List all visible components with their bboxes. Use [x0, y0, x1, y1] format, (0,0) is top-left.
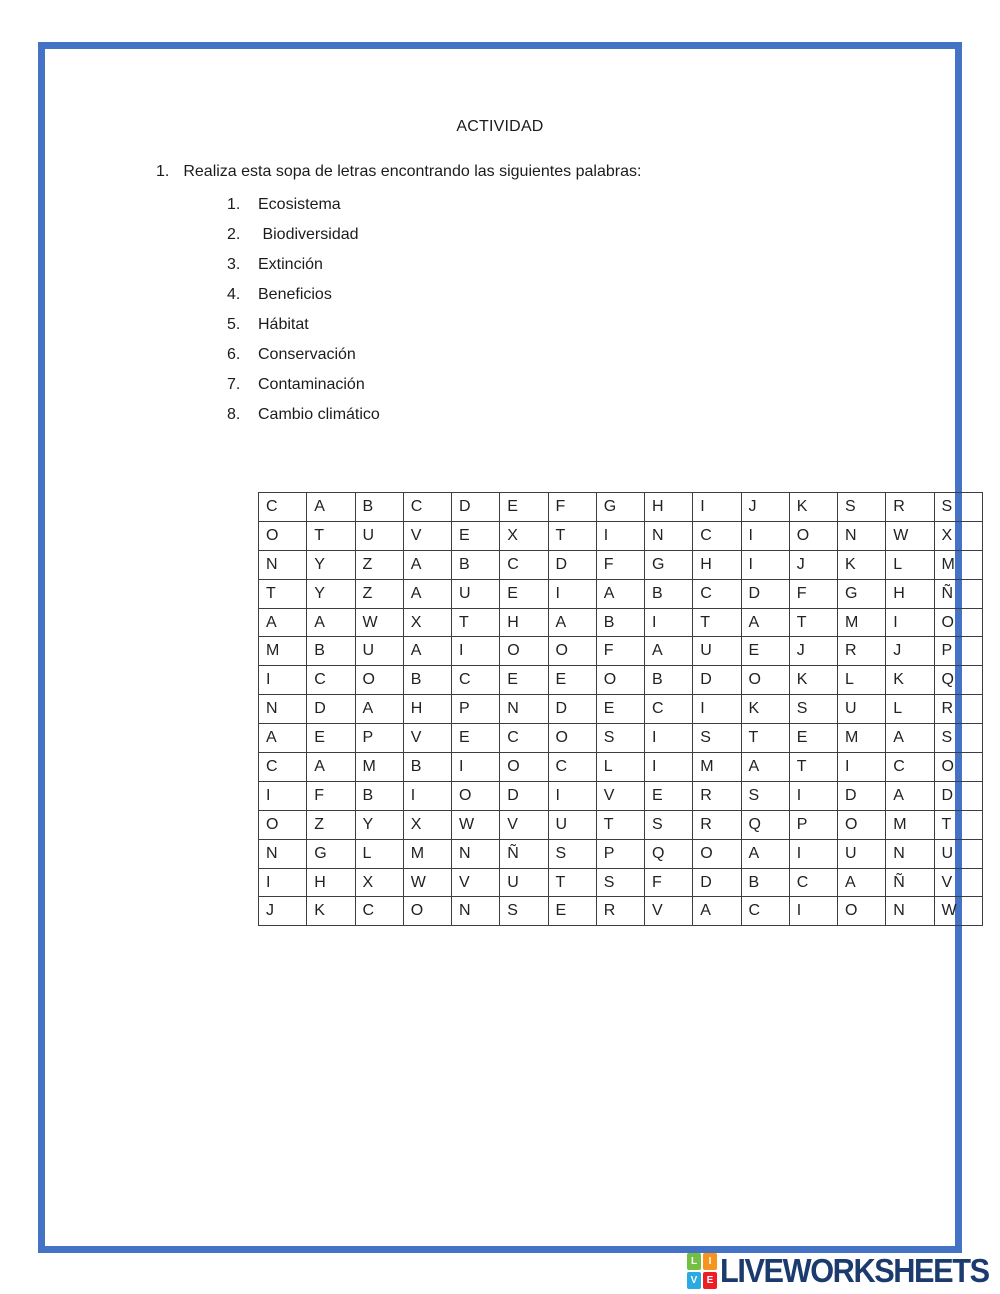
grid-cell[interactable]: K [838, 550, 886, 579]
grid-cell[interactable]: A [741, 753, 789, 782]
logo-tile-e: E [703, 1272, 717, 1289]
grid-cell[interactable]: C [500, 724, 548, 753]
grid-cell[interactable]: S [934, 493, 982, 522]
word-item [227, 400, 380, 430]
word-item-label: Biodiversidad [258, 226, 359, 243]
page-title: ACTIVIDAD [456, 118, 544, 135]
grid-cell[interactable]: O [500, 753, 548, 782]
grid-cell[interactable]: E [548, 897, 596, 926]
word-item [227, 280, 380, 310]
grid-cell[interactable]: N [452, 897, 500, 926]
grid-cell[interactable]: B [596, 608, 644, 637]
instruction-number: 1. [156, 163, 170, 180]
grid-cell[interactable]: L [886, 695, 934, 724]
grid-row [259, 753, 983, 782]
grid-cell[interactable]: L [886, 550, 934, 579]
grid-cell[interactable]: N [886, 839, 934, 868]
word-item [227, 340, 380, 370]
grid-cell[interactable]: B [307, 637, 355, 666]
grid-cell[interactable]: F [596, 637, 644, 666]
grid-cell[interactable]: A [403, 550, 451, 579]
grid-cell[interactable]: C [259, 493, 307, 522]
grid-cell[interactable]: A [355, 695, 403, 724]
grid-cell[interactable]: L [355, 839, 403, 868]
grid-row [259, 781, 983, 810]
grid-cell[interactable]: X [500, 521, 548, 550]
grid-cell[interactable]: F [596, 550, 644, 579]
grid-cell[interactable]: V [500, 810, 548, 839]
grid-cell[interactable]: J [259, 897, 307, 926]
grid-cell[interactable]: Q [741, 810, 789, 839]
grid-cell[interactable]: S [500, 897, 548, 926]
word-item-number: 4. [227, 286, 241, 303]
grid-cell[interactable]: Y [307, 579, 355, 608]
grid-cell[interactable]: O [934, 753, 982, 782]
grid-cell[interactable]: A [645, 637, 693, 666]
grid-cell[interactable]: H [403, 695, 451, 724]
grid-cell[interactable]: T [548, 521, 596, 550]
instruction-line [156, 163, 641, 181]
grid-cell[interactable]: B [452, 550, 500, 579]
grid-cell[interactable]: T [789, 753, 837, 782]
grid-cell[interactable]: N [886, 897, 934, 926]
grid-cell[interactable]: T [789, 608, 837, 637]
grid-cell[interactable]: V [596, 781, 644, 810]
grid-cell[interactable]: K [741, 695, 789, 724]
logo-tile-l: L [687, 1253, 701, 1270]
grid-cell[interactable]: I [741, 521, 789, 550]
grid-cell[interactable]: C [693, 579, 741, 608]
grid-cell[interactable]: Y [307, 550, 355, 579]
grid-cell[interactable]: I [645, 753, 693, 782]
grid-cell[interactable]: M [355, 753, 403, 782]
grid-cell[interactable]: E [548, 666, 596, 695]
grid-cell[interactable]: Ñ [934, 579, 982, 608]
grid-cell[interactable]: E [500, 493, 548, 522]
grid-cell[interactable]: I [548, 579, 596, 608]
grid-cell[interactable]: B [355, 493, 403, 522]
instruction-text: Realiza esta sopa de letras encontrando las siguientes palabras: [183, 163, 642, 180]
grid-cell[interactable]: F [548, 493, 596, 522]
grid-cell[interactable]: L [838, 666, 886, 695]
grid-row [259, 839, 983, 868]
grid-cell[interactable]: U [355, 521, 403, 550]
grid-cell[interactable]: E [789, 724, 837, 753]
grid-cell[interactable]: I [548, 781, 596, 810]
grid-cell[interactable]: C [548, 753, 596, 782]
grid-cell[interactable]: M [838, 724, 886, 753]
grid-cell[interactable]: I [452, 637, 500, 666]
grid-cell[interactable]: V [403, 724, 451, 753]
grid-row [259, 724, 983, 753]
grid-cell[interactable]: I [789, 839, 837, 868]
grid-cell[interactable]: V [403, 521, 451, 550]
grid-cell[interactable]: A [259, 608, 307, 637]
grid-row [259, 521, 983, 550]
word-item [227, 310, 380, 340]
grid-cell[interactable]: D [500, 781, 548, 810]
grid-cell[interactable]: I [645, 608, 693, 637]
grid-cell[interactable]: R [838, 637, 886, 666]
word-item-number: 5. [227, 316, 241, 333]
grid-cell[interactable]: I [259, 781, 307, 810]
grid-cell[interactable]: I [741, 550, 789, 579]
word-item-number: 8. [227, 406, 241, 423]
word-item [227, 190, 380, 220]
grid-cell[interactable]: S [934, 724, 982, 753]
grid-cell[interactable]: D [693, 868, 741, 897]
grid-cell[interactable]: W [886, 521, 934, 550]
grid-cell[interactable]: O [934, 608, 982, 637]
grid-cell[interactable]: D [307, 695, 355, 724]
grid-cell[interactable]: O [452, 781, 500, 810]
grid-cell[interactable]: T [548, 868, 596, 897]
grid-cell[interactable]: E [452, 521, 500, 550]
grid-cell[interactable]: X [403, 608, 451, 637]
grid-cell[interactable]: E [500, 666, 548, 695]
word-item-label: Conservación [258, 346, 356, 363]
word-item-number: 7. [227, 376, 241, 393]
grid-cell[interactable]: D [548, 550, 596, 579]
grid-cell[interactable]: N [259, 695, 307, 724]
grid-cell[interactable]: I [838, 753, 886, 782]
grid-cell[interactable]: C [452, 666, 500, 695]
grid-cell[interactable]: V [645, 897, 693, 926]
grid-row [259, 579, 983, 608]
word-item-number: 2. [227, 226, 241, 243]
grid-cell[interactable]: C [500, 550, 548, 579]
grid-cell[interactable]: U [693, 637, 741, 666]
grid-cell[interactable]: U [500, 868, 548, 897]
grid-cell[interactable]: O [789, 521, 837, 550]
grid-cell[interactable]: A [596, 579, 644, 608]
grid-cell[interactable]: O [548, 724, 596, 753]
grid-row [259, 897, 983, 926]
grid-cell[interactable]: S [693, 724, 741, 753]
word-search-grid [258, 492, 983, 926]
grid-cell[interactable]: F [645, 868, 693, 897]
grid-cell[interactable]: A [403, 579, 451, 608]
word-list [227, 190, 380, 430]
grid-cell[interactable]: U [452, 579, 500, 608]
grid-cell[interactable]: D [452, 493, 500, 522]
grid-cell[interactable]: V [934, 868, 982, 897]
grid-cell[interactable]: C [789, 868, 837, 897]
grid-cell[interactable]: A [838, 868, 886, 897]
grid-cell[interactable]: G [596, 493, 644, 522]
grid-cell[interactable]: C [355, 897, 403, 926]
grid-cell[interactable]: G [645, 550, 693, 579]
grid-cell[interactable]: Z [355, 550, 403, 579]
word-item [227, 250, 380, 280]
grid-cell[interactable]: A [307, 753, 355, 782]
grid-cell[interactable]: U [838, 839, 886, 868]
grid-cell[interactable]: U [355, 637, 403, 666]
grid-cell[interactable]: W [934, 897, 982, 926]
liveworksheets-logo-icon [687, 1253, 717, 1289]
grid-cell[interactable]: S [596, 724, 644, 753]
grid-cell[interactable]: Y [355, 810, 403, 839]
word-item-label: Ecosistema [258, 196, 341, 213]
grid-cell[interactable]: A [548, 608, 596, 637]
grid-row [259, 695, 983, 724]
grid-cell[interactable]: C [259, 753, 307, 782]
grid-cell[interactable]: I [259, 666, 307, 695]
word-item [227, 370, 380, 400]
grid-cell[interactable]: A [403, 637, 451, 666]
grid-cell[interactable]: N [452, 839, 500, 868]
word-item-label: Cambio climático [258, 406, 380, 423]
grid-cell[interactable]: I [886, 608, 934, 637]
grid-cell[interactable]: N [259, 839, 307, 868]
grid-cell[interactable]: O [259, 810, 307, 839]
grid-cell[interactable]: N [500, 695, 548, 724]
grid-cell[interactable]: C [693, 521, 741, 550]
grid-cell[interactable]: S [741, 781, 789, 810]
grid-cell[interactable]: K [307, 897, 355, 926]
grid-cell[interactable]: T [259, 579, 307, 608]
grid-cell[interactable]: Z [355, 579, 403, 608]
grid-cell[interactable]: K [886, 666, 934, 695]
grid-cell[interactable]: I [693, 695, 741, 724]
grid-cell[interactable]: Q [934, 666, 982, 695]
grid-cell[interactable]: S [645, 810, 693, 839]
grid-cell[interactable]: B [645, 579, 693, 608]
grid-cell[interactable]: W [452, 810, 500, 839]
grid-cell[interactable]: D [934, 781, 982, 810]
grid-cell[interactable]: R [693, 810, 741, 839]
grid-cell[interactable]: I [259, 868, 307, 897]
grid-cell[interactable]: D [693, 666, 741, 695]
grid-cell[interactable]: D [548, 695, 596, 724]
grid-cell[interactable]: A [741, 608, 789, 637]
grid-cell[interactable]: X [403, 810, 451, 839]
grid-cell[interactable]: B [741, 868, 789, 897]
grid-cell[interactable]: U [838, 695, 886, 724]
grid-cell[interactable]: H [886, 579, 934, 608]
grid-cell[interactable]: O [838, 897, 886, 926]
grid-cell[interactable]: C [403, 493, 451, 522]
grid-cell[interactable]: O [838, 810, 886, 839]
grid-cell[interactable]: C [886, 753, 934, 782]
grid-cell[interactable]: D [838, 781, 886, 810]
grid-cell[interactable]: U [548, 810, 596, 839]
word-item-number: 3. [227, 256, 241, 273]
grid-cell[interactable]: M [403, 839, 451, 868]
grid-cell[interactable]: T [307, 521, 355, 550]
grid-cell[interactable]: M [934, 550, 982, 579]
grid-cell[interactable]: A [886, 724, 934, 753]
grid-cell[interactable]: J [789, 637, 837, 666]
grid-cell[interactable]: P [934, 637, 982, 666]
grid-cell[interactable]: T [452, 608, 500, 637]
grid-cell[interactable]: X [355, 868, 403, 897]
word-item-label: Contaminación [258, 376, 365, 393]
grid-cell[interactable]: H [307, 868, 355, 897]
grid-cell[interactable]: E [307, 724, 355, 753]
grid-cell[interactable]: Q [645, 839, 693, 868]
grid-cell[interactable]: I [645, 724, 693, 753]
grid-cell[interactable]: K [789, 666, 837, 695]
grid-cell[interactable]: A [307, 608, 355, 637]
grid-cell[interactable]: I [789, 897, 837, 926]
grid-cell[interactable]: A [259, 724, 307, 753]
grid-cell[interactable]: Z [307, 810, 355, 839]
grid-cell[interactable]: W [403, 868, 451, 897]
grid-cell[interactable]: B [403, 666, 451, 695]
grid-cell[interactable]: Ñ [500, 839, 548, 868]
grid-cell[interactable]: I [403, 781, 451, 810]
grid-cell[interactable]: M [838, 608, 886, 637]
grid-cell[interactable]: O [596, 666, 644, 695]
grid-cell[interactable]: M [693, 753, 741, 782]
grid-cell[interactable]: S [789, 695, 837, 724]
grid-cell[interactable]: J [741, 493, 789, 522]
grid-cell[interactable]: E [596, 695, 644, 724]
grid-row [259, 810, 983, 839]
grid-cell[interactable]: G [838, 579, 886, 608]
grid-cell[interactable]: R [596, 897, 644, 926]
grid-cell[interactable]: T [934, 810, 982, 839]
grid-cell[interactable]: V [452, 868, 500, 897]
grid-cell[interactable]: O [355, 666, 403, 695]
grid-cell[interactable]: O [548, 637, 596, 666]
grid-cell[interactable]: J [789, 550, 837, 579]
grid-cell[interactable]: O [403, 897, 451, 926]
grid-cell[interactable]: B [403, 753, 451, 782]
logo-tile-v: V [687, 1272, 701, 1289]
grid-cell[interactable]: B [645, 666, 693, 695]
grid-cell[interactable]: J [886, 637, 934, 666]
grid-cell[interactable]: S [596, 868, 644, 897]
grid-cell[interactable]: N [259, 550, 307, 579]
grid-cell[interactable]: G [307, 839, 355, 868]
grid-cell[interactable]: P [355, 724, 403, 753]
grid-row [259, 493, 983, 522]
grid-cell[interactable]: A [886, 781, 934, 810]
grid-cell[interactable]: S [838, 493, 886, 522]
grid-cell[interactable]: P [789, 810, 837, 839]
grid-cell[interactable]: R [934, 695, 982, 724]
grid-row [259, 550, 983, 579]
grid-cell[interactable]: C [307, 666, 355, 695]
liveworksheets-logo[interactable] [687, 1253, 1000, 1289]
grid-cell[interactable]: O [693, 839, 741, 868]
grid-cell[interactable]: B [355, 781, 403, 810]
grid-cell[interactable]: E [452, 724, 500, 753]
grid-cell[interactable]: R [886, 493, 934, 522]
word-item-label: Beneficios [258, 286, 332, 303]
grid-cell[interactable]: D [741, 579, 789, 608]
grid-cell[interactable]: N [645, 521, 693, 550]
grid-cell[interactable]: E [500, 579, 548, 608]
grid-cell[interactable]: P [452, 695, 500, 724]
grid-cell[interactable]: R [693, 781, 741, 810]
grid-cell[interactable]: A [741, 839, 789, 868]
grid-cell[interactable]: I [693, 493, 741, 522]
grid-cell[interactable]: C [645, 695, 693, 724]
grid-cell[interactable]: I [596, 521, 644, 550]
grid-cell[interactable]: T [741, 724, 789, 753]
grid-cell[interactable]: I [452, 753, 500, 782]
grid-cell[interactable]: O [741, 666, 789, 695]
grid-cell[interactable]: Ñ [886, 868, 934, 897]
word-item [227, 220, 380, 250]
grid-cell[interactable]: P [596, 839, 644, 868]
grid-cell[interactable]: A [693, 897, 741, 926]
grid-cell[interactable]: E [645, 781, 693, 810]
grid-cell[interactable]: E [741, 637, 789, 666]
grid-cell[interactable]: X [934, 521, 982, 550]
grid-cell[interactable]: H [500, 608, 548, 637]
grid-cell[interactable]: M [259, 637, 307, 666]
grid-cell[interactable]: F [789, 579, 837, 608]
grid-cell[interactable]: O [259, 521, 307, 550]
grid-cell[interactable]: N [838, 521, 886, 550]
grid-cell[interactable]: I [789, 781, 837, 810]
grid-cell[interactable]: M [886, 810, 934, 839]
logo-tile-i: I [703, 1253, 717, 1270]
grid-cell[interactable]: F [307, 781, 355, 810]
word-item-label: Extinción [258, 256, 323, 273]
grid-cell[interactable]: W [355, 608, 403, 637]
grid-cell[interactable]: T [596, 810, 644, 839]
grid-cell[interactable]: A [307, 493, 355, 522]
word-item-number: 1. [227, 196, 241, 213]
liveworksheets-logo-text: LIVEWORKSHEETS [720, 1252, 989, 1289]
grid-cell[interactable]: T [693, 608, 741, 637]
grid-row [259, 637, 983, 666]
word-item-label: Hábitat [258, 316, 309, 333]
word-item-number: 6. [227, 346, 241, 363]
grid-row [259, 608, 983, 637]
grid-row [259, 868, 983, 897]
grid-row [259, 666, 983, 695]
grid-cell[interactable]: O [500, 637, 548, 666]
grid-cell[interactable]: C [741, 897, 789, 926]
grid-cell[interactable]: L [596, 753, 644, 782]
grid-cell[interactable]: S [548, 839, 596, 868]
grid-cell[interactable]: H [645, 493, 693, 522]
grid-cell[interactable]: U [934, 839, 982, 868]
grid-cell[interactable]: K [789, 493, 837, 522]
grid-cell[interactable]: H [693, 550, 741, 579]
